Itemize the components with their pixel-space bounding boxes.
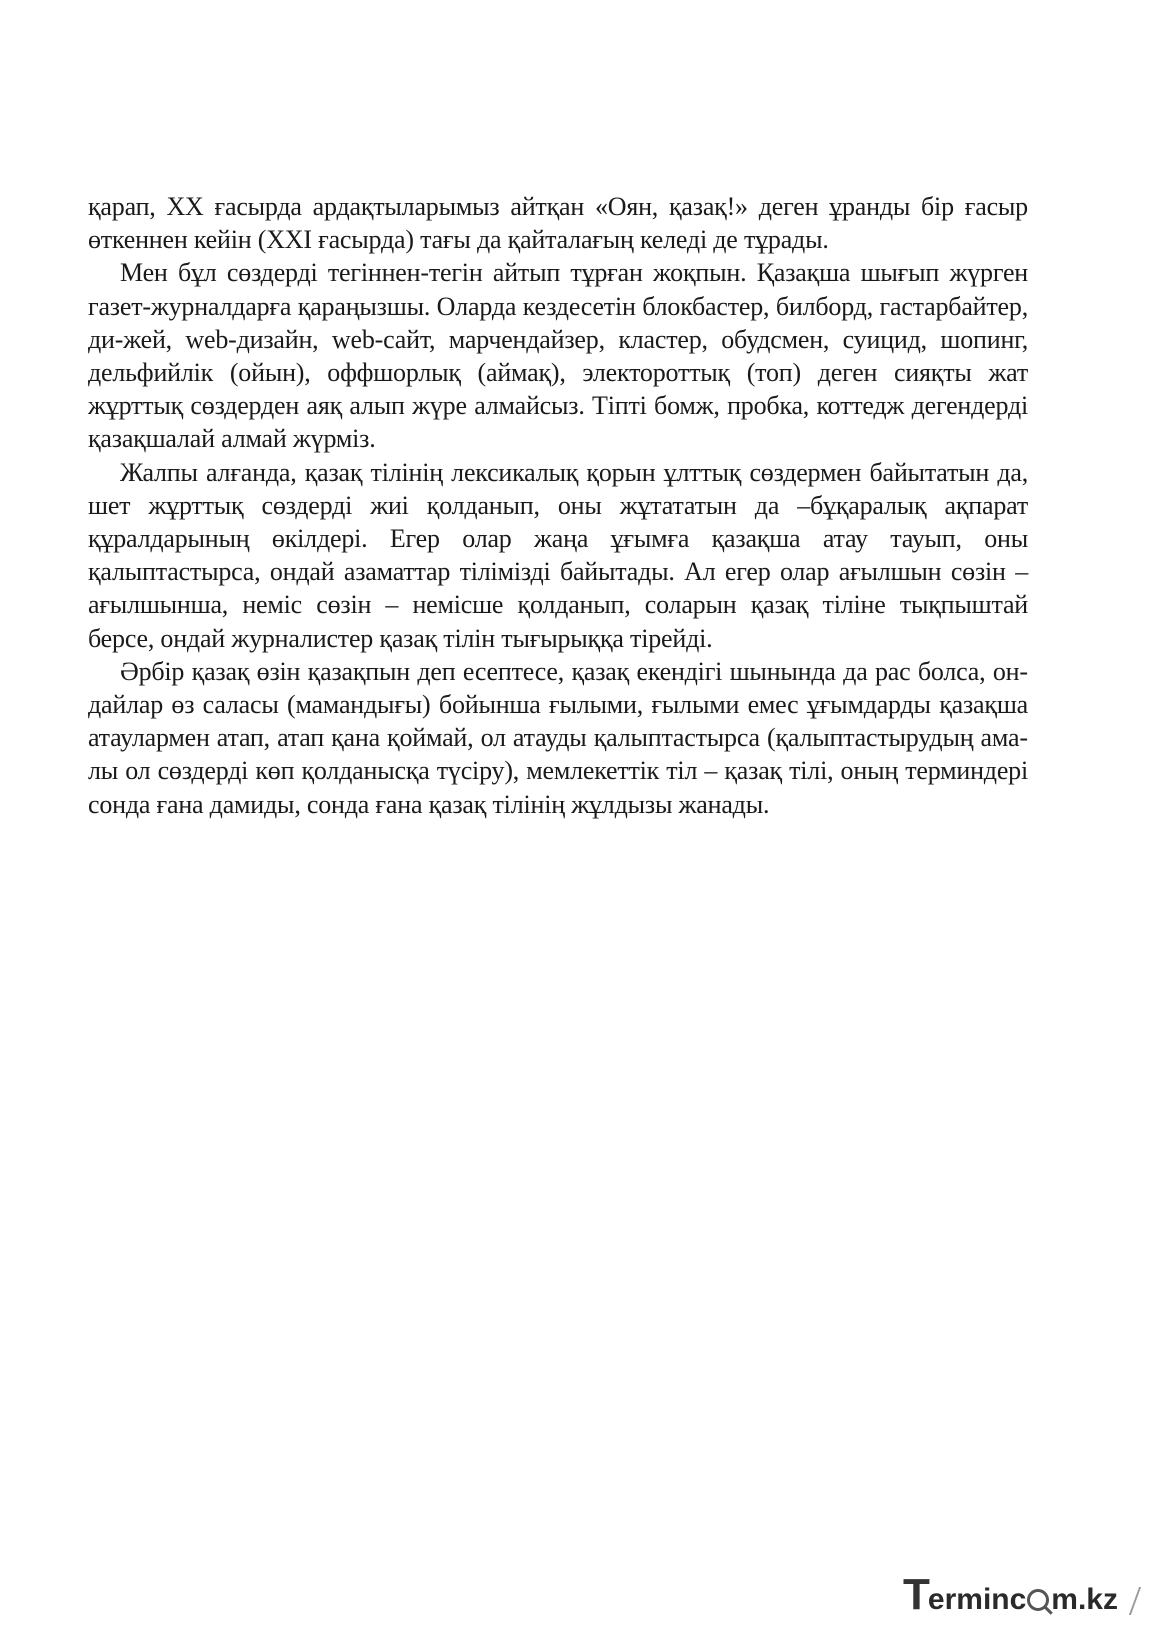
termincom-watermark bbox=[903, 1570, 1136, 1619]
magnifier-icon bbox=[1027, 1589, 1049, 1611]
watermark-end-text: m.kz bbox=[1051, 1583, 1118, 1616]
paragraph-3: Жалпы алғанда, қазақ тілінің лексикалық қорын ұлттық сөздермен байытатын да, шет жұрттық сөздерді жиі қолданып, оны жұтататын да –бұқаралық ақпарат құралдарының өкілдері. Егер олар жаңа ұғымға қазақша атау тауып, оны қалыптастырса, ондай азаматтар тілімізді байытады. Ал егер олар ағылшын сөзін – ағылшынша, неміс сөзін – немісше қолданып, соларын қазақ тіліне тықпыштай берсе, ондай журналистер қазақ тілін тығырыққа тірейді. bbox=[88, 457, 1028, 653]
paragraph-4: Әрбір қазақ өзін қазақпын деп есептесе, қазақ екендігі шынында да рас болса, ондайлар өз саласы (мамандығы) бойынша ғылыми, ғылыми емес ұғымдарды қазақша атаулармен атап, атап қана қоймай, ол атауды қалыптастырса (қалыптастырудың амалы ол сөздерді көп қолданысқа түсіру), мемлекеттік тіл – қазақ тілі, оның терминдері сонда ғана дамиды, сонда ғана қазақ тілінің жұлдызы жанады. bbox=[88, 656, 1028, 819]
body-text bbox=[88, 190, 1028, 821]
watermark-middle-text: erminc bbox=[927, 1583, 1027, 1616]
watermark-decoration bbox=[1115, 1587, 1141, 1615]
paragraph-1: қарап, ХХ ғасырда ардақтыларымыз айтқан «Оян, қазақ!» деген ұранды бір ғасыр өткеннен кейін (ХХІ ғасырда) тағы да қайталағың келеді де тұрады. bbox=[88, 192, 1028, 255]
watermark-first-letter: T bbox=[903, 1570, 928, 1619]
paragraph-2: Мен бұл сөздерді тегіннен-тегін айтып тұрған жоқпын. Қазақша шығып жүрген газет-журналдарға қараңызшы. Оларда кездесетін блокбастер, билборд, гастарбайтер, ди-жей, web-дизайн, web-сайт, марчендайзер, кластер, обудсмен, суицид, шопинг, дельфийлік (ойын), оффшорлық (аймақ), электороттық (топ) деген сияқты жат жұрттық сөздерден аяқ алып жүре алмайсыз. Тіпті бомж, пробка, коттедж дегендерді қазақшалай алмай жүрміз. bbox=[88, 258, 1028, 454]
